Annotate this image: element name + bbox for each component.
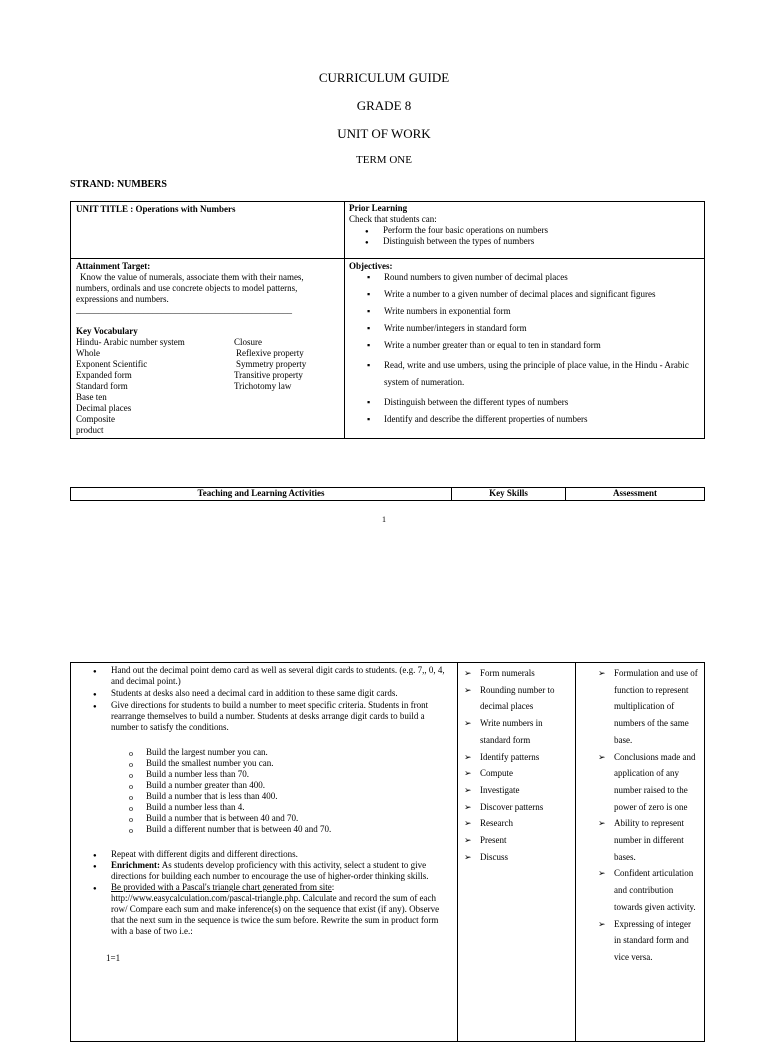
attainment-text: Know the value of numerals, associate them with their names, numbers, ordinals and use concrete objects to model patterns, expressions and numbers.	[76, 272, 304, 304]
list-item: ▪ Write numbers in exponential form	[384, 306, 700, 317]
grade-title: GRADE 8	[356, 98, 412, 113]
attainment-heading: Attainment Target:	[76, 261, 151, 271]
list-item: ➢ Identify patterns	[480, 749, 571, 766]
unit-of-work-title: UNIT OF WORK	[337, 126, 431, 141]
prior-learning-heading: Prior Learning	[349, 203, 408, 213]
unit-title: UNIT TITLE : Operations with Numbers	[76, 204, 236, 214]
list-item: ● Give directions for students to build a number to meet specific criteria. Students in front rearrange themselves to build a number. Students at desks arrange digit cards to build a number to satisfy the conditions.	[111, 700, 451, 733]
list-item: ● Hand out the decimal point demo card as well as several digit cards to students. (e.g. 7,, 0, 4, and decimal point.)	[111, 665, 451, 687]
sum-line: 1=1	[106, 953, 121, 963]
assessment-col-header: Assessment	[566, 488, 705, 501]
list-item: o Build the largest number you can.	[146, 747, 451, 758]
objectives-list	[349, 272, 700, 425]
page-number: 1	[382, 515, 386, 524]
enrichment-list	[71, 849, 451, 937]
list-item: ➢ Compute	[480, 765, 571, 782]
vocab-item: Trichotomy law	[234, 381, 292, 391]
prior-learning-cell	[345, 202, 705, 259]
vocab-item: Base ten	[76, 392, 107, 402]
list-item: ➢ Ability to represent number in different bases.	[614, 815, 700, 865]
list-item: ➢ Discover patterns	[480, 799, 571, 816]
term-title: TERM ONE	[356, 154, 412, 166]
list-item: ● Students at desks also need a decimal card in addition to these same digit cards.	[111, 688, 451, 699]
vocab-item: Expanded form	[76, 370, 132, 380]
activities-cell	[71, 663, 458, 1042]
objectives-cell	[345, 259, 705, 439]
prior-learning-list	[349, 225, 700, 247]
vocab-heading: Key Vocabulary	[76, 326, 138, 336]
activities-header-table	[70, 487, 705, 501]
list-item: ● Perform the four basic operations on numbers	[383, 225, 700, 236]
list-item: ● Be provided with a Pascal's triangle chart generated from site: http://www.easycalculation.com/pascal-triangle.php. Calculate and record the sum of each row/ Compare each sum and make inference(s) on the sequence that exist (if any). Observe that the next sum in the sequence is twice the sum before. Rewrite the sum in product form with a base of two i.e.:	[111, 882, 451, 937]
vocab-item: Whole	[76, 348, 100, 358]
activities-table	[70, 662, 705, 1042]
unit-title-cell	[71, 202, 345, 259]
prior-learning-intro: Check that students can:	[349, 214, 437, 224]
strand-label: STRAND: NUMBERS	[70, 179, 167, 190]
list-item: o Build a number less than 4.	[146, 802, 451, 813]
list-item: ● Enrichment: As students develop proficiency with this activity, select a student to give directions for building each number to encourage the use of higher-order thinking skills.	[111, 860, 451, 882]
key-skills-col-header: Key Skills	[452, 488, 566, 501]
doc-title: CURRICULUM GUIDE	[318, 70, 450, 85]
list-item: ➢ Research	[480, 815, 571, 832]
list-item: o Build a different number that is between 40 and 70.	[146, 824, 451, 835]
list-item: ▪ Identify and describe the different properties of numbers	[384, 414, 700, 425]
list-item: ▪ Write a number greater than or equal to ten in standard form	[384, 340, 700, 351]
key-skills-cell	[458, 663, 576, 1042]
list-item: ➢ Present	[480, 832, 571, 849]
vocab-item: Exponent Scientific	[76, 359, 148, 369]
vocab-left-list	[76, 337, 234, 436]
list-item: ➢ Confident articulation and contribution towards given activity.	[614, 865, 700, 915]
vocab-item: Hindu- Arabic number system	[76, 337, 185, 347]
vocab-item: Decimal places	[76, 403, 132, 413]
attainment-rule: ________________________________________________	[76, 305, 292, 315]
activities-list	[71, 665, 451, 733]
list-item: o Build a number that is between 40 and 70.	[146, 813, 451, 824]
vocab-item: Symmetry property	[236, 359, 307, 369]
vocab-item: Composite	[76, 414, 116, 424]
assessment-cell	[576, 663, 705, 1042]
key-skills-list	[458, 665, 571, 865]
build-list	[71, 747, 451, 835]
list-item: o Build a number that is less than 400.	[146, 791, 451, 802]
list-item: ▪ Read, write and use umbers, using the principle of place value, in the Hindu - Arabic system of numeration.	[384, 357, 700, 391]
list-item: o Build the smallest number you can.	[146, 758, 451, 769]
list-item: o Build a number less than 70.	[146, 769, 451, 780]
vocab-item: Reflexive property	[236, 348, 304, 358]
list-item: ▪ Write number/integers in standard form	[384, 323, 700, 334]
list-item: ➢ Investigate	[480, 782, 571, 799]
vocab-item: Closure	[234, 337, 262, 347]
list-item: ▪ Round numbers to given number of decimal places	[384, 272, 700, 283]
list-item: ● Repeat with different digits and different directions.	[111, 849, 451, 860]
list-item: ➢ Expressing of integer in standard form and vice versa.	[614, 916, 700, 966]
unit-table	[70, 201, 705, 439]
vocab-columns	[76, 337, 339, 436]
list-item: ➢ Formulation and use of function to represent multiplication of numbers of the same base.	[614, 665, 700, 749]
list-item: ➢ Write numbers in standard form	[480, 715, 571, 748]
vocab-right-list	[234, 337, 306, 436]
attainment-cell	[71, 259, 345, 439]
vocab-item: Transitive property	[234, 370, 303, 380]
list-item: ➢ Form numerals	[480, 665, 571, 682]
list-item: ▪ Distinguish between the different types of numbers	[384, 397, 700, 408]
list-item: ● Distinguish between the types of numbers	[383, 236, 700, 247]
objectives-heading: Objectives:	[349, 261, 393, 271]
list-item: ➢ Rounding number to decimal places	[480, 682, 571, 715]
vocab-item: product	[76, 425, 104, 435]
assessment-list	[576, 665, 700, 966]
list-item: ➢ Conclusions made and application of any number raised to the power of zero is one	[614, 749, 700, 816]
list-item: ➢ Discuss	[480, 849, 571, 866]
activities-col-header: Teaching and Learning Activities	[71, 488, 452, 501]
list-item: ▪ Write a number to a given number of decimal places and significant figures	[384, 289, 700, 300]
list-item: o Build a number greater than 400.	[146, 780, 451, 791]
vocab-item: Standard form	[76, 381, 128, 391]
